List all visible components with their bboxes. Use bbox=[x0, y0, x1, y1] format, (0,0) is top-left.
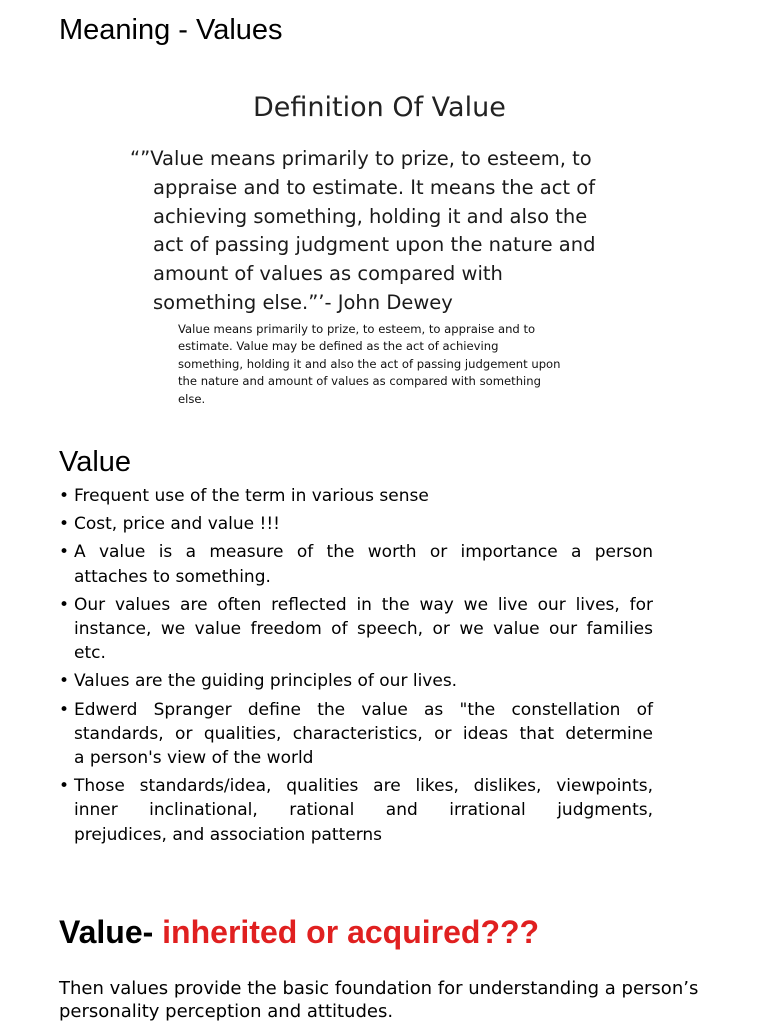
value-bullet-list bbox=[59, 484, 653, 851]
value-section-heading: Value bbox=[59, 446, 132, 478]
bullet-line: Values are the guiding principles of our lives. bbox=[74, 671, 458, 692]
caption-line: Value means primarily to prize, to esteem, to appraise and to bbox=[178, 322, 536, 336]
page-title: Meaning - Values bbox=[59, 14, 283, 46]
bullet-text bbox=[74, 484, 653, 508]
list-item bbox=[59, 698, 653, 771]
quote-line: appraise and to estimate. It means the act of bbox=[153, 175, 596, 199]
list-item bbox=[59, 774, 653, 847]
quote-line: amount of values as compared with bbox=[153, 262, 503, 286]
bullet-line: Frequent use of the term in various sense bbox=[74, 486, 429, 506]
definition-quote bbox=[130, 145, 640, 318]
bullet-dot-icon: • bbox=[59, 514, 70, 535]
bullet-text bbox=[74, 593, 653, 666]
caption-line: estimate. Value may be defined as the act of achieving bbox=[178, 339, 499, 354]
bullet-line: prejudices, and association patterns bbox=[74, 824, 383, 845]
bullet-line: standards, or qualities, characteristics, or ideas that determine bbox=[74, 723, 653, 744]
definition-image bbox=[120, 90, 640, 410]
quote-line: “”Value means primarily to prize, to esteem, to bbox=[130, 147, 592, 170]
bullet-dot-icon: • bbox=[59, 542, 70, 563]
bullet-line: Those standards/idea, qualities are likes, dislikes, viewpoints, bbox=[74, 776, 653, 797]
bullet-dot-icon: • bbox=[59, 486, 70, 506]
list-item bbox=[59, 593, 653, 666]
bullet-line: Cost, price and value !!! bbox=[74, 514, 280, 535]
conclusion-line: Then values provide the basic foundation for understanding a person’s bbox=[59, 978, 699, 999]
list-item bbox=[59, 484, 653, 508]
bullet-line: a person's view of the world bbox=[74, 748, 314, 769]
caption-line: something, holding it and also the act of passing judgement upon bbox=[178, 356, 561, 371]
bullet-dot-icon: • bbox=[59, 699, 70, 720]
bullet-text bbox=[74, 669, 653, 693]
definition-heading: Definition Of Value bbox=[253, 92, 506, 123]
conclusion-text bbox=[59, 977, 739, 1023]
list-item bbox=[59, 540, 653, 588]
bullet-text bbox=[74, 774, 653, 847]
bullet-dot-icon: • bbox=[59, 776, 70, 797]
quote-line: achieving something, holding it and also the bbox=[153, 204, 588, 228]
bullet-dot-icon: • bbox=[59, 594, 70, 615]
list-item bbox=[59, 669, 653, 693]
bullet-text bbox=[74, 512, 653, 536]
bullet-line: Edwerd Spranger define the value as "the constellation of bbox=[74, 699, 653, 720]
bullet-line: instance, we value freedom of speech, or we value our families bbox=[74, 619, 653, 640]
bullet-text bbox=[74, 698, 653, 771]
bullet-line: A value is a measure of the worth or importance a person bbox=[74, 542, 653, 563]
inherited-prefix: Value- bbox=[59, 914, 163, 950]
bullet-dot-icon: • bbox=[59, 671, 70, 692]
quote-line: something else.”’- John Dewey bbox=[153, 290, 453, 314]
caption-line: else. bbox=[178, 391, 206, 406]
bullet-line: inner inclinational, rational and irrational judgments, bbox=[74, 800, 653, 821]
bullet-text bbox=[74, 540, 653, 588]
list-item bbox=[59, 512, 653, 536]
inherited-accent: inherited or acquired??? bbox=[162, 914, 540, 950]
conclusion-line: personality perception and attitudes. bbox=[59, 1001, 394, 1022]
caption-line: the nature and amount of values as compared with something bbox=[178, 374, 541, 389]
bullet-line: attaches to something. bbox=[74, 566, 271, 587]
bullet-line: etc. bbox=[74, 643, 106, 664]
bullet-line: Our values are often reflected in the way we live our lives, for bbox=[74, 594, 653, 615]
inherited-heading bbox=[59, 910, 539, 954]
definition-caption bbox=[178, 321, 561, 408]
quote-line: act of passing judgment upon the nature and bbox=[153, 233, 596, 257]
